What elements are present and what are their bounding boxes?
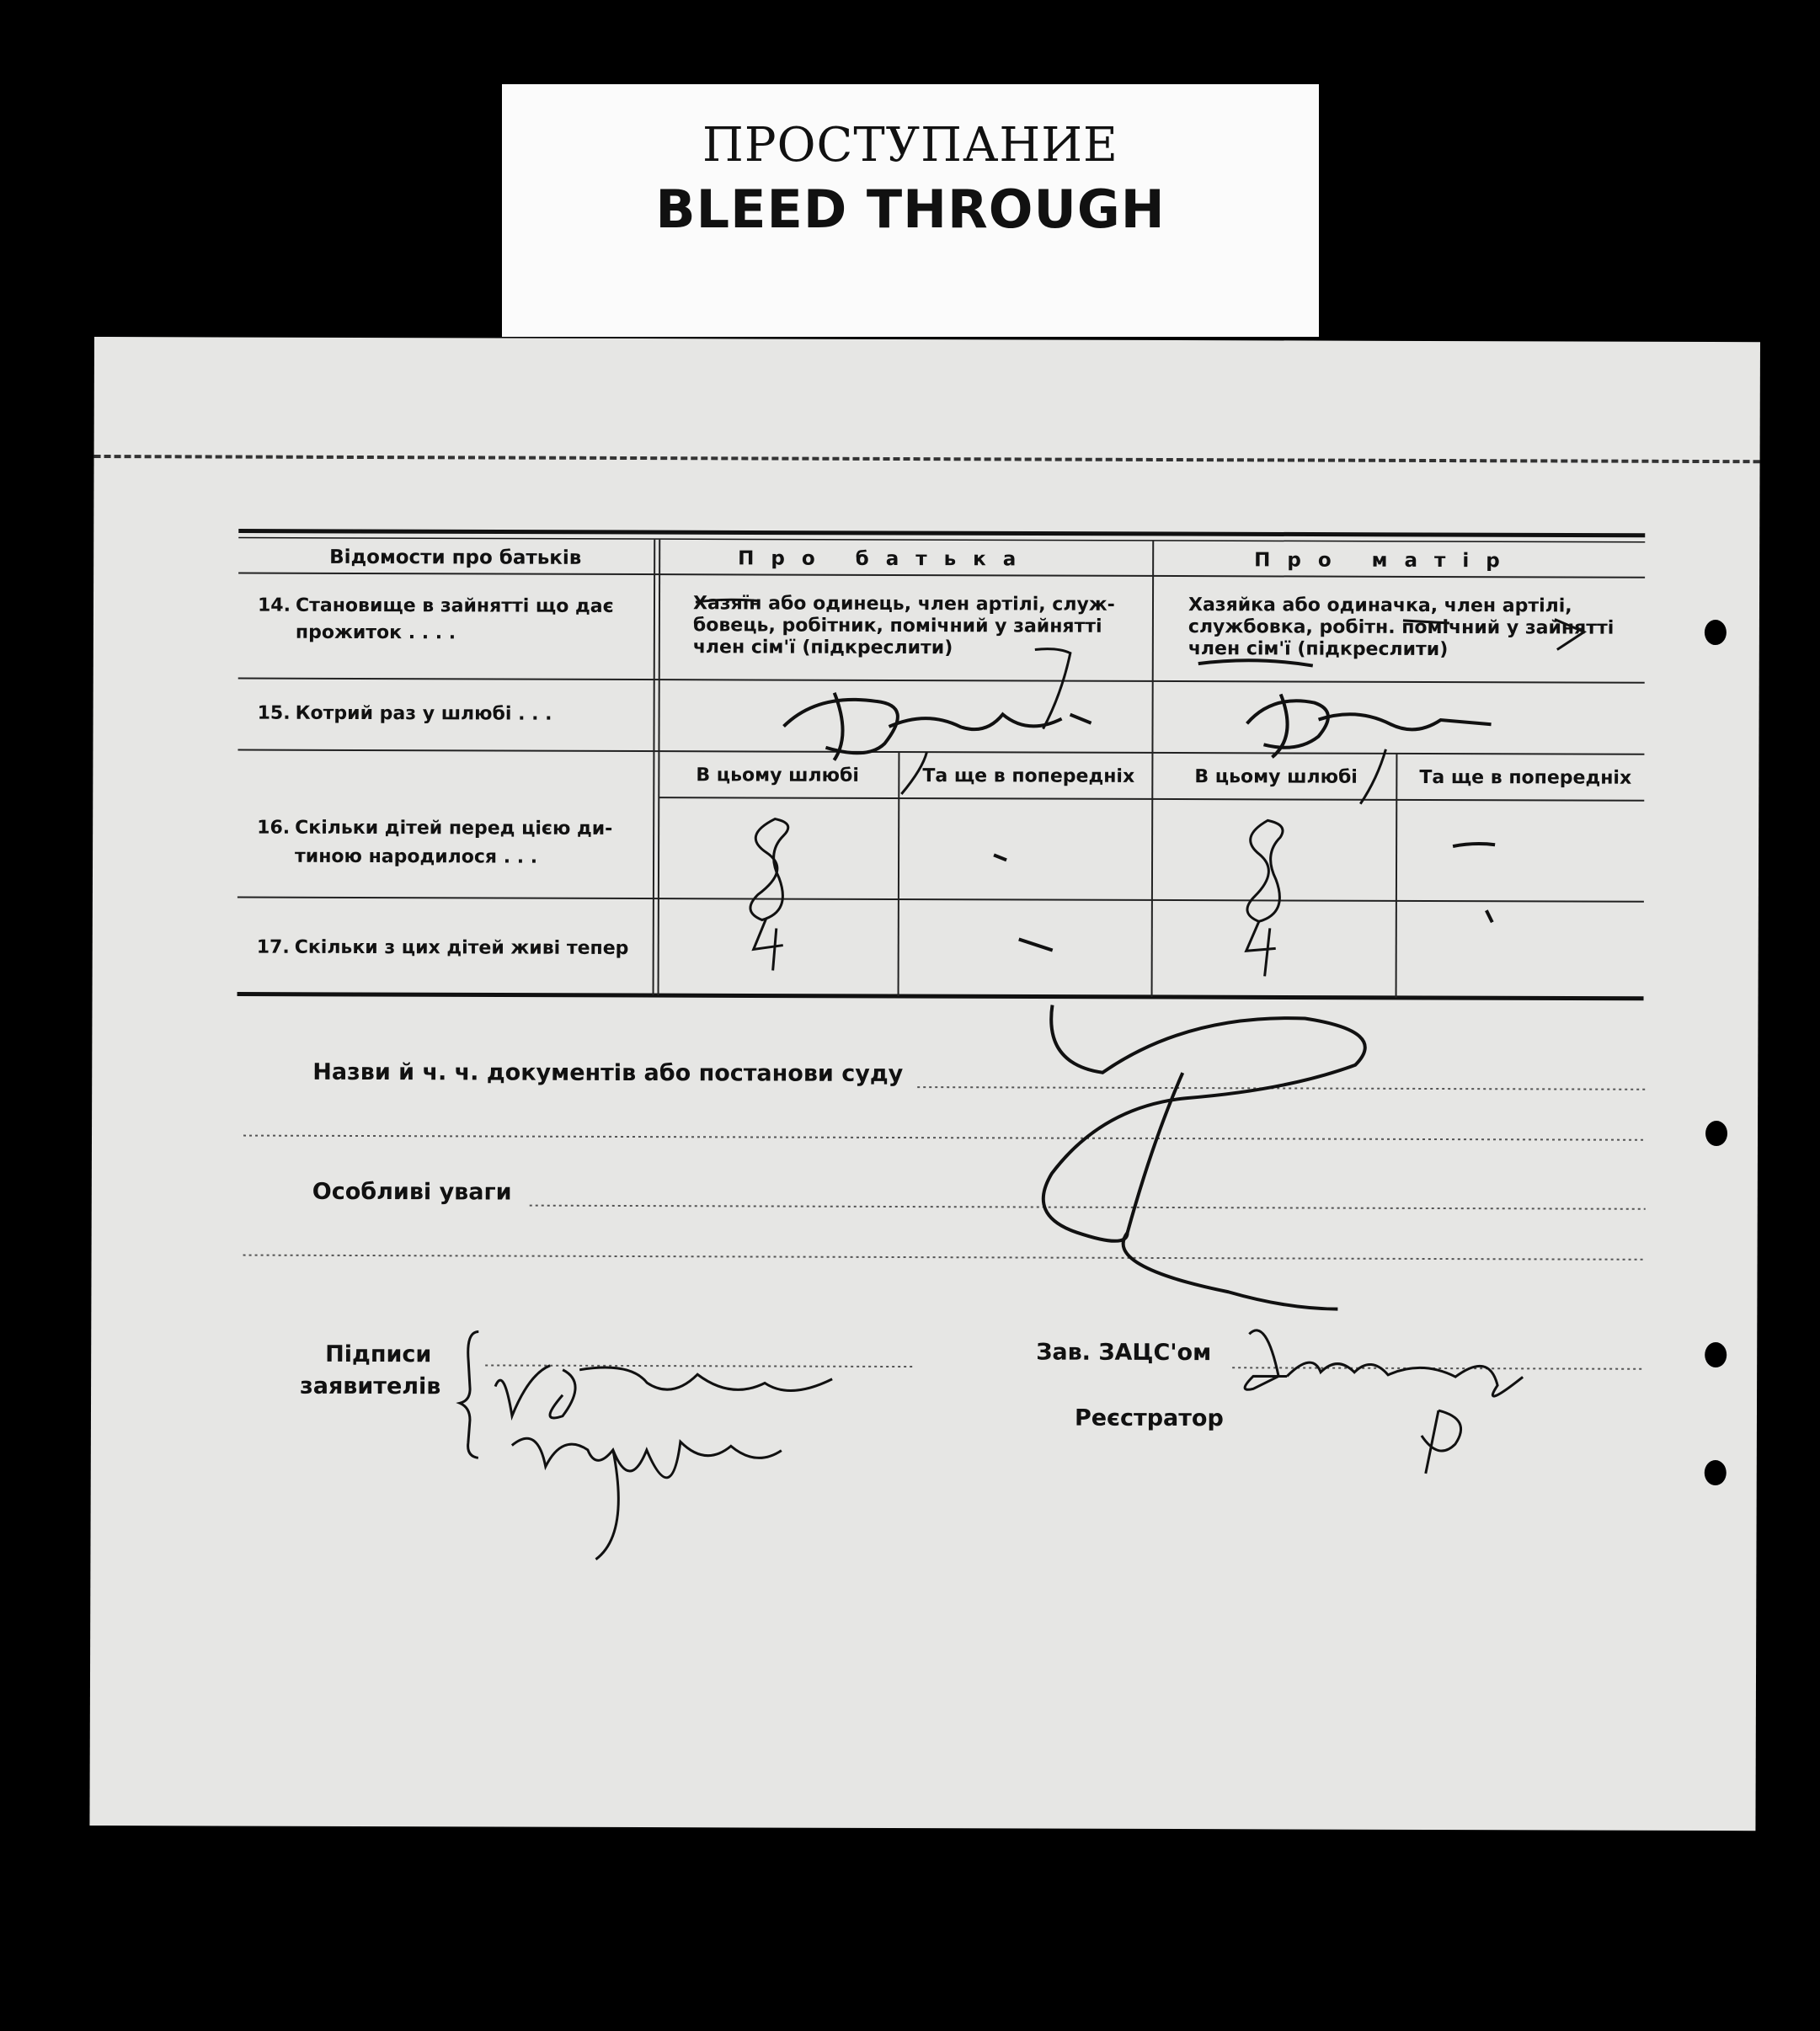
row-number-14: 14. (257, 594, 291, 616)
subheader-father-previous: Та ще в попередніх (922, 765, 1135, 787)
row14-label-line2: прожиток . . . . (295, 621, 456, 644)
row14-father-line2: бовець, робітник, помічний у зайнятті (692, 615, 1102, 637)
subheader-mother-this-marriage: В цьому шлюбі (1194, 766, 1358, 788)
record-sheet (89, 337, 1760, 1831)
subheader-mother-previous: Та ще в попередніх (1419, 766, 1632, 789)
subheader-father-this-marriage: В цьому шлюбі (696, 765, 859, 786)
registrar-label: Реєстратор (1074, 1405, 1224, 1432)
column-header-mother: Про матір (1254, 549, 1517, 573)
label-english: BLEED THROUGH (655, 179, 1166, 240)
handwriting-layer (89, 337, 1760, 1831)
row17-label: Скільки з цих дітей живі тепер (294, 936, 629, 959)
row-number-16: 16. (257, 817, 291, 839)
documents-field-label: Назви й ч. ч. документів або постанови суду (312, 1058, 904, 1088)
row16-label-line2: тиною народилося . . . (295, 845, 538, 868)
row14-mother-line1: Хазяйка або одиначка, член артілі, (1188, 594, 1572, 617)
row14-mother-line3: член сім'ї (підкреслити) (1188, 638, 1449, 661)
applicants-signature-label-line2: заявителів (300, 1373, 441, 1400)
row14-father-line3: член сім'ї (підкреслити) (692, 637, 953, 659)
row14-mother-line2: службовка, робітн. помічний у зайнятті (1188, 616, 1615, 639)
column-header-father: Про батька (738, 547, 1033, 571)
row14-label-line1: Становище в зайнятті що дає (295, 594, 614, 617)
row-number-15: 15. (257, 702, 291, 724)
applicants-signature-label-line1: Підписи (325, 1341, 432, 1368)
label-russian: ПРОСТУПАНИЕ (702, 118, 1118, 173)
row-number-17: 17. (256, 936, 290, 958)
row16-label-line1: Скільки дітей перед цією ди- (295, 817, 613, 840)
notes-field-label: Особливі уваги (312, 1178, 512, 1206)
archive-label-card (502, 84, 1319, 337)
row15-label: Котрий раз у шлюбі . . . (295, 702, 552, 725)
head-of-registry-label: Зав. ЗАЦС'ом (1036, 1339, 1212, 1367)
row14-father-line1: Хазяїн або одинець, член артілі, служ- (692, 593, 1115, 616)
column-header-parents: Відомости про батьків (329, 546, 582, 569)
